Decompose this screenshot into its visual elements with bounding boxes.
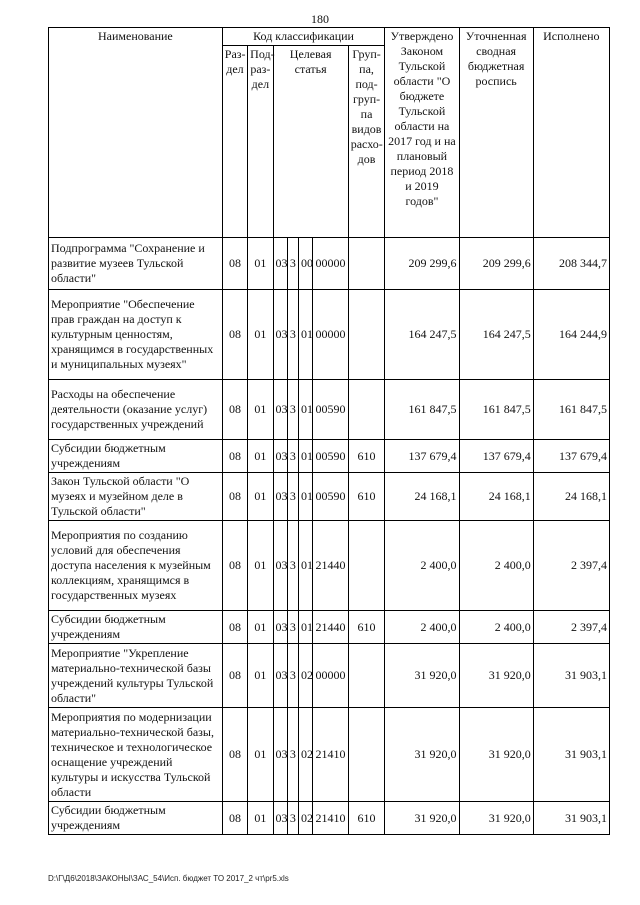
table-row xyxy=(49,440,610,473)
row-target-part1: 03 xyxy=(273,611,287,644)
row-group: 610 xyxy=(348,473,385,521)
budget-table xyxy=(48,27,610,835)
row-podrazdel: 01 xyxy=(248,238,273,290)
row-refined: 2 400,0 xyxy=(459,611,533,644)
row-target-part2: 3 xyxy=(287,802,298,835)
row-executed: 137 679,4 xyxy=(533,440,609,473)
row-target-part1: 03 xyxy=(273,802,287,835)
header-approved: Утверждено Законом Тульской области "О бюджете Тульской области на 2017 год и на плановый период 2018 и 2019 годов" xyxy=(385,28,459,238)
table-row xyxy=(49,473,610,521)
row-target-part1: 03 xyxy=(273,380,287,440)
table-row xyxy=(49,644,610,708)
row-target-part2: 3 xyxy=(287,440,298,473)
row-target-part2: 3 xyxy=(287,644,298,708)
row-group xyxy=(348,290,385,380)
row-target-part2: 3 xyxy=(287,521,298,611)
row-name: Мероприятие "Обеспечение прав граждан на доступ к культурным ценностям, хранящимся в государственных и муниципальных музеях" xyxy=(49,290,223,380)
row-name: Субсидии бюджетным учреждениям xyxy=(49,611,223,644)
row-approved: 2 400,0 xyxy=(385,611,459,644)
row-podrazdel: 01 xyxy=(248,290,273,380)
row-target-part4: 00000 xyxy=(313,238,349,290)
row-refined: 24 168,1 xyxy=(459,473,533,521)
header-row-top xyxy=(49,28,610,46)
row-approved: 209 299,6 xyxy=(385,238,459,290)
row-podrazdel: 01 xyxy=(248,380,273,440)
row-target-part2: 3 xyxy=(287,473,298,521)
row-target-part3: 02 xyxy=(298,802,312,835)
row-podrazdel: 01 xyxy=(248,644,273,708)
row-target-part3: 00 xyxy=(298,238,312,290)
row-target-part3: 01 xyxy=(298,380,312,440)
row-name: Расходы на обеспечение деятельности (оказание услуг) государственных учреждений xyxy=(49,380,223,440)
row-executed: 31 903,1 xyxy=(533,644,609,708)
row-target-part3: 01 xyxy=(298,473,312,521)
row-refined: 31 920,0 xyxy=(459,708,533,802)
table-row xyxy=(49,521,610,611)
row-approved: 161 847,5 xyxy=(385,380,459,440)
row-group xyxy=(348,521,385,611)
row-target-part4: 00590 xyxy=(313,380,349,440)
row-refined: 2 400,0 xyxy=(459,521,533,611)
header-executed: Исполнено xyxy=(533,28,609,238)
row-target-part1: 03 xyxy=(273,290,287,380)
page-number: 180 xyxy=(311,12,329,26)
row-executed: 161 847,5 xyxy=(533,380,609,440)
table-row xyxy=(49,290,610,380)
table-row xyxy=(49,802,610,835)
row-group xyxy=(348,238,385,290)
header-group: Груп-па, под-груп-па видов расхо-дов xyxy=(348,46,385,238)
row-target-part1: 03 xyxy=(273,708,287,802)
row-target-part1: 03 xyxy=(273,644,287,708)
row-target-part2: 3 xyxy=(287,238,298,290)
row-podrazdel: 01 xyxy=(248,440,273,473)
row-approved: 31 920,0 xyxy=(385,708,459,802)
row-approved: 2 400,0 xyxy=(385,521,459,611)
row-name: Субсидии бюджетным учреждениям xyxy=(49,802,223,835)
row-razdel: 08 xyxy=(222,380,247,440)
row-refined: 31 920,0 xyxy=(459,802,533,835)
header-razdel: Раз-дел xyxy=(222,46,247,238)
row-group xyxy=(348,644,385,708)
row-refined: 164 247,5 xyxy=(459,290,533,380)
header-refined: Уточненная сводная бюджетная роспись xyxy=(459,28,533,238)
row-target-part1: 03 xyxy=(273,473,287,521)
table-row xyxy=(49,380,610,440)
row-target-part1: 03 xyxy=(273,521,287,611)
row-target-part4: 00590 xyxy=(313,473,349,521)
row-razdel: 08 xyxy=(222,802,247,835)
row-approved: 31 920,0 xyxy=(385,802,459,835)
row-razdel: 08 xyxy=(222,708,247,802)
row-approved: 31 920,0 xyxy=(385,644,459,708)
row-name: Мероприятия по модернизации материально-технической базы, техническое и технологическое оснащение учреждений культуры и искусства Тульской области xyxy=(49,708,223,802)
row-target-part4: 00000 xyxy=(313,290,349,380)
row-name: Подпрограмма "Сохранение и развитие музеев Тульской области" xyxy=(49,238,223,290)
row-executed: 2 397,4 xyxy=(533,521,609,611)
row-approved: 164 247,5 xyxy=(385,290,459,380)
row-executed: 24 168,1 xyxy=(533,473,609,521)
row-target-part4: 21440 xyxy=(313,611,349,644)
row-target-part3: 01 xyxy=(298,521,312,611)
row-name: Мероприятие "Укрепление материально-технической базы учреждений культуры Тульской области" xyxy=(49,644,223,708)
row-refined: 31 920,0 xyxy=(459,644,533,708)
row-name: Закон Тульской области "О музеях и музейном деле в Тульской области" xyxy=(49,473,223,521)
table-body xyxy=(49,238,610,835)
row-razdel: 08 xyxy=(222,644,247,708)
table-row xyxy=(49,611,610,644)
row-razdel: 08 xyxy=(222,611,247,644)
row-target-part2: 3 xyxy=(287,708,298,802)
row-name: Субсидии бюджетным учреждениям xyxy=(49,440,223,473)
file-path-footer: D:\Г\Д6\2018\ЗАКОНЫ\ЗАС_54\Исп. бюджет ТО 2017_2 чт\pr5.xls xyxy=(48,874,289,883)
row-podrazdel: 01 xyxy=(248,708,273,802)
header-target-article: Целевая статья xyxy=(273,46,348,238)
row-razdel: 08 xyxy=(222,521,247,611)
row-target-part4: 00000 xyxy=(313,644,349,708)
row-executed: 164 244,9 xyxy=(533,290,609,380)
row-refined: 209 299,6 xyxy=(459,238,533,290)
row-target-part2: 3 xyxy=(287,611,298,644)
header-podrazdel: Под-раз-дел xyxy=(248,46,273,238)
row-target-part3: 02 xyxy=(298,644,312,708)
row-target-part4: 21410 xyxy=(313,802,349,835)
row-refined: 161 847,5 xyxy=(459,380,533,440)
row-podrazdel: 01 xyxy=(248,473,273,521)
row-razdel: 08 xyxy=(222,238,247,290)
row-razdel: 08 xyxy=(222,473,247,521)
row-executed: 31 903,1 xyxy=(533,708,609,802)
row-target-part1: 03 xyxy=(273,238,287,290)
row-target-part3: 02 xyxy=(298,708,312,802)
row-executed: 31 903,1 xyxy=(533,802,609,835)
row-target-part2: 3 xyxy=(287,290,298,380)
row-group xyxy=(348,708,385,802)
row-group: 610 xyxy=(348,611,385,644)
row-group xyxy=(348,380,385,440)
header-name: Наименование xyxy=(49,28,223,238)
header-class-code: Код классификации xyxy=(222,28,385,46)
row-executed: 208 344,7 xyxy=(533,238,609,290)
row-target-part1: 03 xyxy=(273,440,287,473)
table-row xyxy=(49,708,610,802)
row-target-part3: 01 xyxy=(298,440,312,473)
row-executed: 2 397,4 xyxy=(533,611,609,644)
row-group: 610 xyxy=(348,440,385,473)
row-target-part2: 3 xyxy=(287,380,298,440)
row-target-part4: 00590 xyxy=(313,440,349,473)
table-row xyxy=(49,238,610,290)
row-podrazdel: 01 xyxy=(248,802,273,835)
row-target-part4: 21440 xyxy=(313,521,349,611)
row-approved: 24 168,1 xyxy=(385,473,459,521)
row-refined: 137 679,4 xyxy=(459,440,533,473)
row-razdel: 08 xyxy=(222,290,247,380)
row-target-part4: 21410 xyxy=(313,708,349,802)
row-podrazdel: 01 xyxy=(248,521,273,611)
row-razdel: 08 xyxy=(222,440,247,473)
row-podrazdel: 01 xyxy=(248,611,273,644)
row-group: 610 xyxy=(348,802,385,835)
row-target-part3: 01 xyxy=(298,611,312,644)
row-target-part3: 01 xyxy=(298,290,312,380)
row-name: Мероприятия по созданию условий для обеспечения доступа населения к музейным коллекциям, хранящимся в государственных музеях xyxy=(49,521,223,611)
row-approved: 137 679,4 xyxy=(385,440,459,473)
